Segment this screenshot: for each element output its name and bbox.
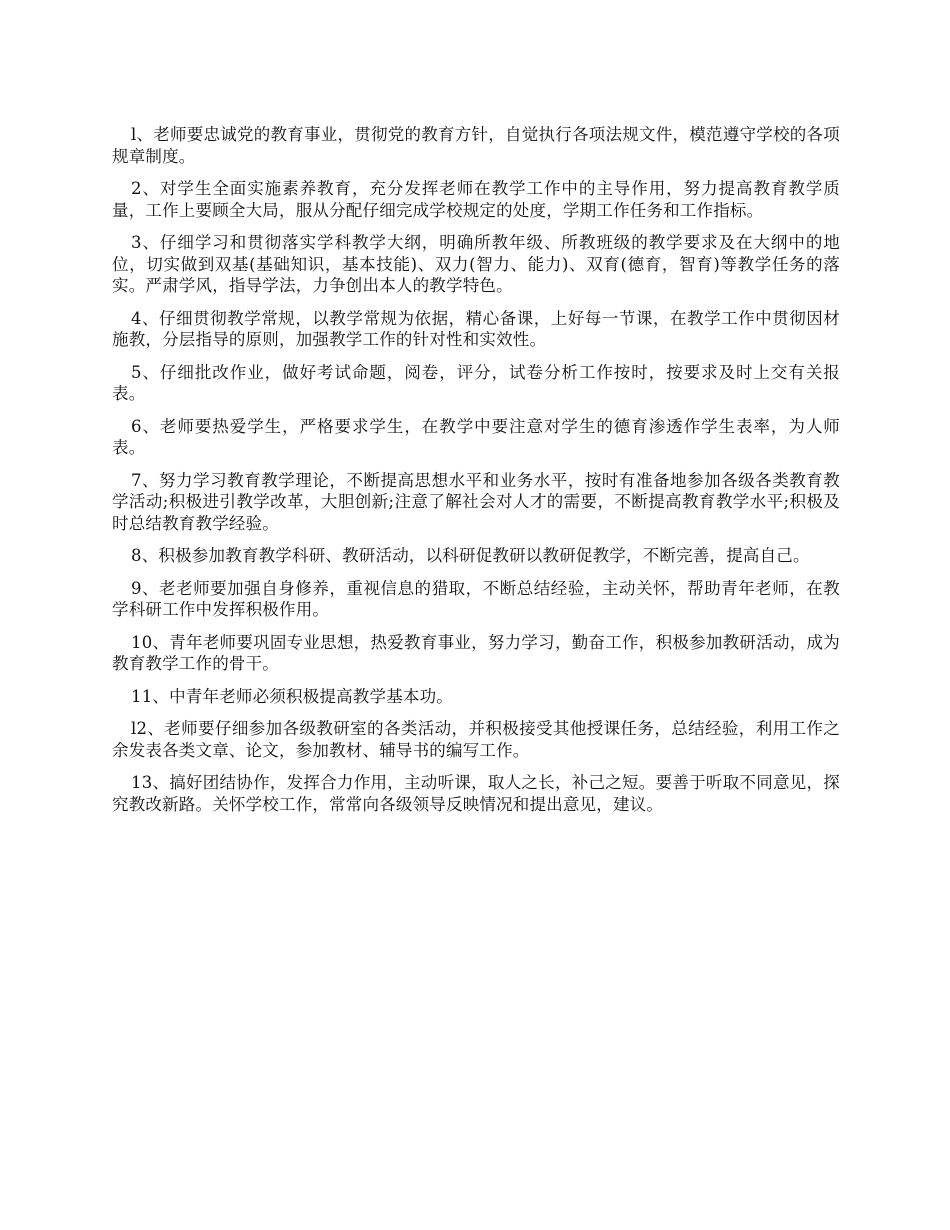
paragraph-6: 6、老师要热爱学生，严格要求学生，在教学中要注意对学生的德育渗透作学生表率，为人师表。 — [112, 416, 840, 457]
paragraph-5: 5、仔细批改作业，做好考试命题，阅卷，评分，试卷分析工作按时，按要求及时上交有关报表。 — [112, 362, 840, 403]
paragraph-12: l2、老师要仔细参加各级教研室的各类活动，并积极接受其他授课任务，总结经验，利用工作之余发表各类文章、论文，参加教材、辅导书的编写工作。 — [112, 719, 840, 760]
paragraph-4: 4、仔细贯彻教学常规，以教学常规为依据，精心备课，上好每一节课，在教学工作中贯彻因材施教，分层指导的原则，加强教学工作的针对性和实效性。 — [112, 308, 840, 349]
paragraph-3: 3、仔细学习和贯彻落实学科教学大纲，明确所教年级、所教班级的教学要求及在大纲中的地位，切实做到双基(基础知识，基本技能)、双力(智力、能力)、双育(德育，智育)等教学任务的落实。严肃学风，指导学法，力争创出本人的教学特色。 — [112, 233, 840, 295]
paragraph-1: l、老师要忠诚党的教育事业，贯彻党的教育方针，自觉执行各项法规文件，模范遵守学校的各项规章制度。 — [112, 125, 840, 166]
paragraph-10: 10、青年老师要巩固专业思想，热爱教育事业，努力学习，勤奋工作，积极参加教研活动，成为教育教学工作的骨干。 — [112, 632, 840, 673]
paragraph-11: 11、中青年老师必须积极提高教学基本功。 — [131, 686, 453, 706]
paragraph-8: 8、积极参加教育教学科研、教研活动，以科研促教研以教研促教学，不断完善，提高自己。 — [131, 546, 810, 565]
paragraph-7: 7、努力学习教育教学理论，不断提高思想水平和业务水平，按时有准备地参加各级各类教育教学活动;积极进引教学改革，大胆创新;注意了解社会对人才的需要，不断提高教育教学水平;积极及时总结教育教学经验。 — [112, 470, 840, 533]
document-page — [112, 124, 840, 826]
paragraph-2: 2、对学生全面实施素养教育，充分发挥老师在教学工作中的主导作用，努力提高教育教学质量，工作上要顾全大局，服从分配仔细完成学校规定的处度，学期工作任务和工作指标。 — [112, 179, 840, 220]
paragraph-9: 9、老老师要加强自身修养，重视信息的猎取，不断总结经验，主动关怀，帮助青年老师，在教学科研工作中发挥积极作用。 — [112, 578, 840, 619]
paragraph-13: 13、搞好团结协作，发挥合力作用，主动听课，取人之长，补己之短。要善于听取不同意见，探究教改新路。关怀学校工作，常常向各级领导反映情况和提出意见，建议。 — [112, 773, 840, 814]
